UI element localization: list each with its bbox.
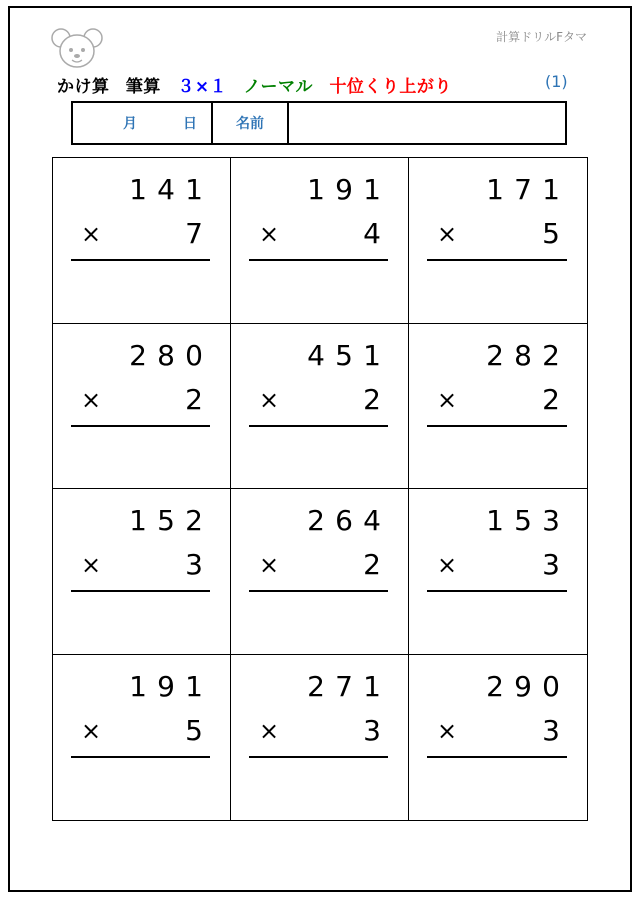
worksheet-title (57, 72, 462, 97)
multiplier (537, 382, 565, 416)
multiplicand-digit: 2 (129, 338, 147, 372)
answer-rule (249, 425, 388, 427)
multiplier-digit: 2 (185, 382, 203, 416)
multiplicand (302, 338, 386, 372)
multiplicand-digit: 2 (307, 504, 325, 537)
multiply-sign: × (259, 716, 280, 745)
answer-rule (71, 756, 210, 758)
multiplicand (124, 173, 208, 206)
name-date-box (71, 101, 567, 145)
multiplicand-digit: 9 (157, 669, 175, 703)
multiplier-digit: 3 (185, 548, 203, 581)
multiply-sign: × (437, 716, 458, 745)
problem-cell[interactable] (231, 324, 409, 490)
multiplicand-digit: 8 (157, 338, 175, 372)
multiplicand-digit: 7 (335, 669, 353, 703)
date-field[interactable] (73, 103, 213, 143)
month-label: 月 (123, 116, 137, 132)
problem-cell[interactable] (231, 158, 409, 324)
multiply-sign: × (81, 385, 102, 414)
day-label: 日 (183, 116, 197, 132)
multiplier (358, 217, 386, 250)
multiplier (180, 382, 208, 416)
multiplicand-digit: 1 (363, 173, 381, 206)
answer-rule (427, 590, 567, 592)
multiplicand (302, 504, 386, 537)
sheet-number: (1) (545, 72, 568, 91)
multiplier (358, 548, 386, 581)
multiplicand-digit: 5 (157, 504, 175, 537)
multiplicand (481, 504, 565, 537)
multiplier (180, 217, 208, 250)
multiplicand-digit: 6 (335, 504, 353, 537)
multiplicand-digit: 2 (486, 338, 504, 372)
multiplicand-digit: 8 (514, 338, 532, 372)
multiply-sign: × (259, 551, 280, 579)
multiply-sign: × (437, 220, 458, 248)
multiplier (537, 548, 565, 581)
problem-cell[interactable] (53, 655, 231, 821)
answer-rule (71, 590, 210, 592)
problem-cell[interactable] (231, 489, 409, 655)
multiplicand-digit: 5 (335, 338, 353, 372)
multiplicand (124, 338, 208, 372)
multiplicand-digit: 1 (542, 173, 560, 206)
multiplier (358, 382, 386, 416)
problem-cell[interactable] (409, 489, 587, 655)
multiplier (180, 548, 208, 581)
multiplicand-digit: 2 (486, 669, 504, 703)
multiplicand-digit: 5 (514, 504, 532, 537)
multiplicand-digit: 1 (129, 504, 147, 537)
multiplicand-digit: 4 (307, 338, 325, 372)
answer-rule (249, 756, 388, 758)
multiplicand-digit: 7 (514, 173, 532, 206)
multiplicand (481, 338, 565, 372)
answer-rule (71, 425, 210, 427)
problem-grid (52, 157, 588, 821)
multiply-sign: × (81, 551, 102, 579)
multiplicand-digit: 1 (129, 173, 147, 206)
multiplier (358, 713, 386, 747)
multiplier-digit: 5 (185, 713, 203, 747)
multiplier-digit: 2 (363, 382, 381, 416)
multiplier-digit: 5 (542, 217, 560, 250)
title-level: ノーマル (243, 77, 314, 97)
multiplicand-digit: 9 (335, 173, 353, 206)
answer-rule (71, 259, 210, 261)
multiply-sign: × (81, 716, 102, 745)
title-carry: 十位くり上がり (329, 77, 452, 97)
title-main: かけ算 (57, 77, 110, 97)
name-label: 名前 (213, 103, 289, 143)
name-field[interactable] (289, 103, 565, 143)
multiplicand-digit: 1 (486, 173, 504, 206)
problem-cell[interactable] (53, 324, 231, 490)
answer-rule (427, 259, 567, 261)
answer-rule (427, 425, 567, 427)
multiplicand (481, 669, 565, 703)
multiplier-digit: 2 (542, 382, 560, 416)
multiplier (537, 713, 565, 747)
multiplicand-digit: 9 (514, 669, 532, 703)
multiplier-digit: 3 (542, 548, 560, 581)
multiplier-digit: 7 (185, 217, 203, 250)
brand-label: 計算ドリルFタマ (496, 30, 587, 44)
multiplicand-digit: 1 (486, 504, 504, 537)
multiplier (180, 713, 208, 747)
answer-rule (427, 756, 567, 758)
multiplicand (124, 504, 208, 537)
answer-rule (249, 590, 388, 592)
multiplier-digit: 2 (363, 548, 381, 581)
multiplicand-digit: 2 (542, 338, 560, 372)
multiplicand-digit: 1 (307, 173, 325, 206)
multiplier-digit: 4 (363, 217, 381, 250)
answer-rule (249, 259, 388, 261)
bear-logo-icon (50, 25, 104, 71)
multiply-sign: × (259, 220, 280, 248)
title-kind: 筆算 (125, 77, 161, 97)
multiply-sign: × (437, 385, 458, 414)
multiplicand-digit: 4 (157, 173, 175, 206)
multiplicand-digit: 1 (363, 338, 381, 372)
problem-cell[interactable] (53, 489, 231, 655)
multiplicand (302, 173, 386, 206)
multiplicand (481, 173, 565, 206)
multiplicand-digit: 1 (185, 669, 203, 703)
multiplier (537, 217, 565, 250)
multiplicand-digit: 3 (542, 504, 560, 537)
multiplicand (124, 669, 208, 703)
multiplicand-digit: 2 (307, 669, 325, 703)
title-form: ３×１ (177, 77, 228, 97)
multiplicand-digit: 0 (185, 338, 203, 372)
multiply-sign: × (81, 220, 102, 248)
multiply-sign: × (259, 385, 280, 414)
multiplicand-digit: 2 (185, 504, 203, 537)
multiplicand (302, 669, 386, 703)
multiplicand-digit: 0 (542, 669, 560, 703)
multiplier-digit: 3 (542, 713, 560, 747)
multiplicand-digit: 1 (363, 669, 381, 703)
multiplier-digit: 3 (363, 713, 381, 747)
problem-cell[interactable] (409, 655, 587, 821)
multiplicand-digit: 4 (363, 504, 381, 537)
multiplicand-digit: 1 (129, 669, 147, 703)
multiplicand-digit: 1 (185, 173, 203, 206)
problem-cell[interactable] (409, 324, 587, 490)
multiply-sign: × (437, 551, 458, 579)
problem-cell[interactable] (409, 158, 587, 324)
problem-cell[interactable] (53, 158, 231, 324)
problem-cell[interactable] (231, 655, 409, 821)
